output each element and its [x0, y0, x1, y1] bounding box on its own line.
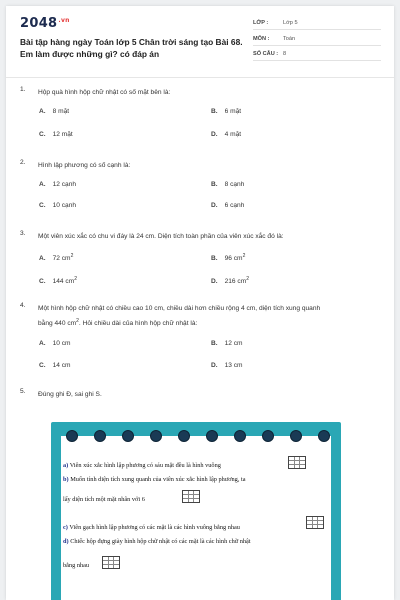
- statement-d-continued: [63, 562, 89, 569]
- option-superscript: 2: [74, 276, 77, 282]
- binder-ring-icon: [234, 430, 246, 442]
- question-number: 5.: [20, 388, 26, 395]
- option-text: 14 cm: [52, 362, 71, 369]
- option-letter: B.: [211, 340, 218, 347]
- question-number: 4.: [20, 302, 26, 309]
- meta-subject-value: Toán: [283, 36, 296, 42]
- logo-suffix: .vn: [58, 16, 70, 24]
- q4-option-c[interactable]: [39, 362, 71, 369]
- q2-option-b[interactable]: [211, 181, 244, 188]
- answer-box-b[interactable]: [182, 490, 200, 503]
- statement-letter: c): [63, 524, 68, 531]
- statement-b: [63, 476, 246, 483]
- q1-option-c[interactable]: [39, 131, 73, 138]
- question-text: [38, 302, 386, 330]
- question-text-line2b: . Hỏi chiều dài của hình hộp chữ nhật là:: [78, 320, 198, 328]
- binder-ring-icon: [206, 430, 218, 442]
- answer-box-c[interactable]: [306, 516, 324, 529]
- binder-ring-icon: [122, 430, 134, 442]
- q2-option-d[interactable]: [211, 202, 244, 209]
- question-number: 2.: [20, 159, 26, 166]
- document-title: Bài tập hàng ngày Toán lớp 5 Chân trời sáng tạo Bài 68. Em làm được những gì? có đáp án: [20, 37, 243, 59]
- option-text: 6 cạnh: [224, 202, 245, 209]
- option-text: 8 cạnh: [224, 181, 245, 188]
- header-divider: [6, 77, 394, 78]
- statement-b-continued: [63, 496, 145, 503]
- binder-ring-icon: [262, 430, 274, 442]
- meta-subject-label: MÔN :: [253, 36, 270, 42]
- statement-text: lấy diện tích một mặt nhân với 6: [63, 496, 145, 503]
- statement-text: Muốn tính diện tích xung quanh của viên xúc xắc hình lập phương, ta: [70, 476, 246, 483]
- option-text: 216 cm: [224, 278, 247, 286]
- option-text: 8 mặt: [52, 108, 70, 115]
- question-number: 3.: [20, 230, 26, 237]
- question-text: Một viên xúc xắc có chu vi đáy là 24 cm. Diện tích toàn phần của viên xúc xắc đó là:: [38, 233, 284, 240]
- binder-ring-icon: [150, 430, 162, 442]
- statement-text: Viên gạch hình lập phương có các mặt là các hình vuông bằng nhau: [69, 524, 240, 531]
- option-text: 12 cm: [224, 340, 243, 347]
- meta-count-label: SỐ CÂU :: [253, 51, 279, 57]
- q1-option-b[interactable]: [211, 108, 241, 115]
- option-superscript: 2: [246, 276, 249, 282]
- option-text: 12 cạnh: [52, 181, 77, 188]
- binder-ring-icon: [66, 430, 78, 442]
- statement-text: Viên xúc xắc hình lập phương có sáu mặt đều là hình vuông: [69, 462, 221, 469]
- site-logo[interactable]: [20, 16, 70, 31]
- option-letter: B.: [211, 255, 218, 263]
- option-letter: A.: [39, 255, 46, 263]
- statement-c: [63, 524, 240, 531]
- question-text: Hình lập phương có số cạnh là:: [38, 162, 131, 169]
- option-letter: D.: [211, 131, 218, 138]
- notebook-card: [51, 422, 341, 600]
- option-letter: C.: [39, 202, 46, 209]
- q3-option-b[interactable]: [211, 253, 245, 262]
- statement-text: Chiếc hộp đựng giày hình hộp chữ nhật có các mặt là các hình chữ nhật: [70, 538, 251, 545]
- q3-option-d[interactable]: [211, 276, 249, 285]
- statement-letter: d): [63, 538, 69, 545]
- option-letter: C.: [39, 362, 46, 369]
- q4-option-b[interactable]: [211, 340, 243, 347]
- statement-letter: b): [63, 476, 69, 483]
- q3-option-c[interactable]: [39, 276, 77, 285]
- q1-option-d[interactable]: [211, 131, 241, 138]
- meta-subject-row: [253, 34, 381, 46]
- option-letter: C.: [39, 131, 46, 138]
- q3-option-a[interactable]: [39, 253, 73, 262]
- statement-a: [63, 462, 221, 469]
- option-text: 13 cm: [224, 362, 243, 369]
- question-text-line1: Một hình hộp chữ nhật có chiều cao 10 cm, chiều dài hơn chiều rộng 4 cm, diện tích xung quanh: [38, 305, 321, 312]
- q4-option-a[interactable]: [39, 340, 71, 347]
- binder-ring-icon: [94, 430, 106, 442]
- question-text-line2a: bằng 440 cm: [38, 320, 77, 328]
- option-letter: C.: [39, 278, 46, 286]
- question-number: 1.: [20, 86, 26, 93]
- option-letter: A.: [39, 181, 46, 188]
- option-text: 144 cm: [52, 278, 75, 286]
- option-letter: D.: [211, 362, 218, 369]
- answer-box-d[interactable]: [102, 556, 120, 569]
- q1-option-a[interactable]: [39, 108, 69, 115]
- meta-class-label: LỚP :: [253, 20, 269, 26]
- statement-letter: a): [63, 462, 69, 469]
- answer-box-a[interactable]: [288, 456, 306, 469]
- q2-option-c[interactable]: [39, 202, 76, 209]
- option-text: 10 cạnh: [52, 202, 77, 209]
- option-text: 6 mặt: [224, 108, 242, 115]
- option-text: 4 mặt: [224, 131, 242, 138]
- binder-ring-icon: [318, 430, 330, 442]
- option-text: 72 cm: [52, 255, 71, 263]
- option-letter: B.: [211, 108, 218, 115]
- document-page: [6, 6, 394, 600]
- logo-text: 2048: [20, 16, 58, 31]
- document-header: [6, 6, 394, 70]
- binder-ring-icon: [178, 430, 190, 442]
- option-text: 12 mặt: [52, 131, 73, 138]
- option-letter: A.: [39, 340, 46, 347]
- option-letter: D.: [211, 278, 218, 286]
- meta-class-row: [253, 18, 381, 30]
- question-text: Đúng ghi Đ, sai ghi S.: [38, 391, 102, 398]
- option-text: 10 cm: [52, 340, 71, 347]
- meta-count-value: 8: [283, 51, 287, 57]
- option-superscript: 2: [242, 253, 246, 259]
- option-text: 96 cm: [224, 255, 243, 263]
- meta-count-row: [253, 49, 381, 61]
- option-letter: D.: [211, 202, 218, 209]
- meta-class-value: Lớp 5: [283, 20, 298, 26]
- question-superscript: 2: [76, 318, 79, 324]
- q2-option-a[interactable]: [39, 181, 76, 188]
- question-text: Hộp quà hình hộp chữ nhật có số mặt bên là:: [38, 89, 171, 96]
- option-letter: B.: [211, 181, 218, 188]
- q4-option-d[interactable]: [211, 362, 243, 369]
- statement-d: [63, 538, 251, 545]
- option-letter: A.: [39, 108, 46, 115]
- option-superscript: 2: [70, 253, 74, 259]
- statement-text: bằng nhau: [63, 562, 90, 569]
- binder-ring-icon: [290, 430, 302, 442]
